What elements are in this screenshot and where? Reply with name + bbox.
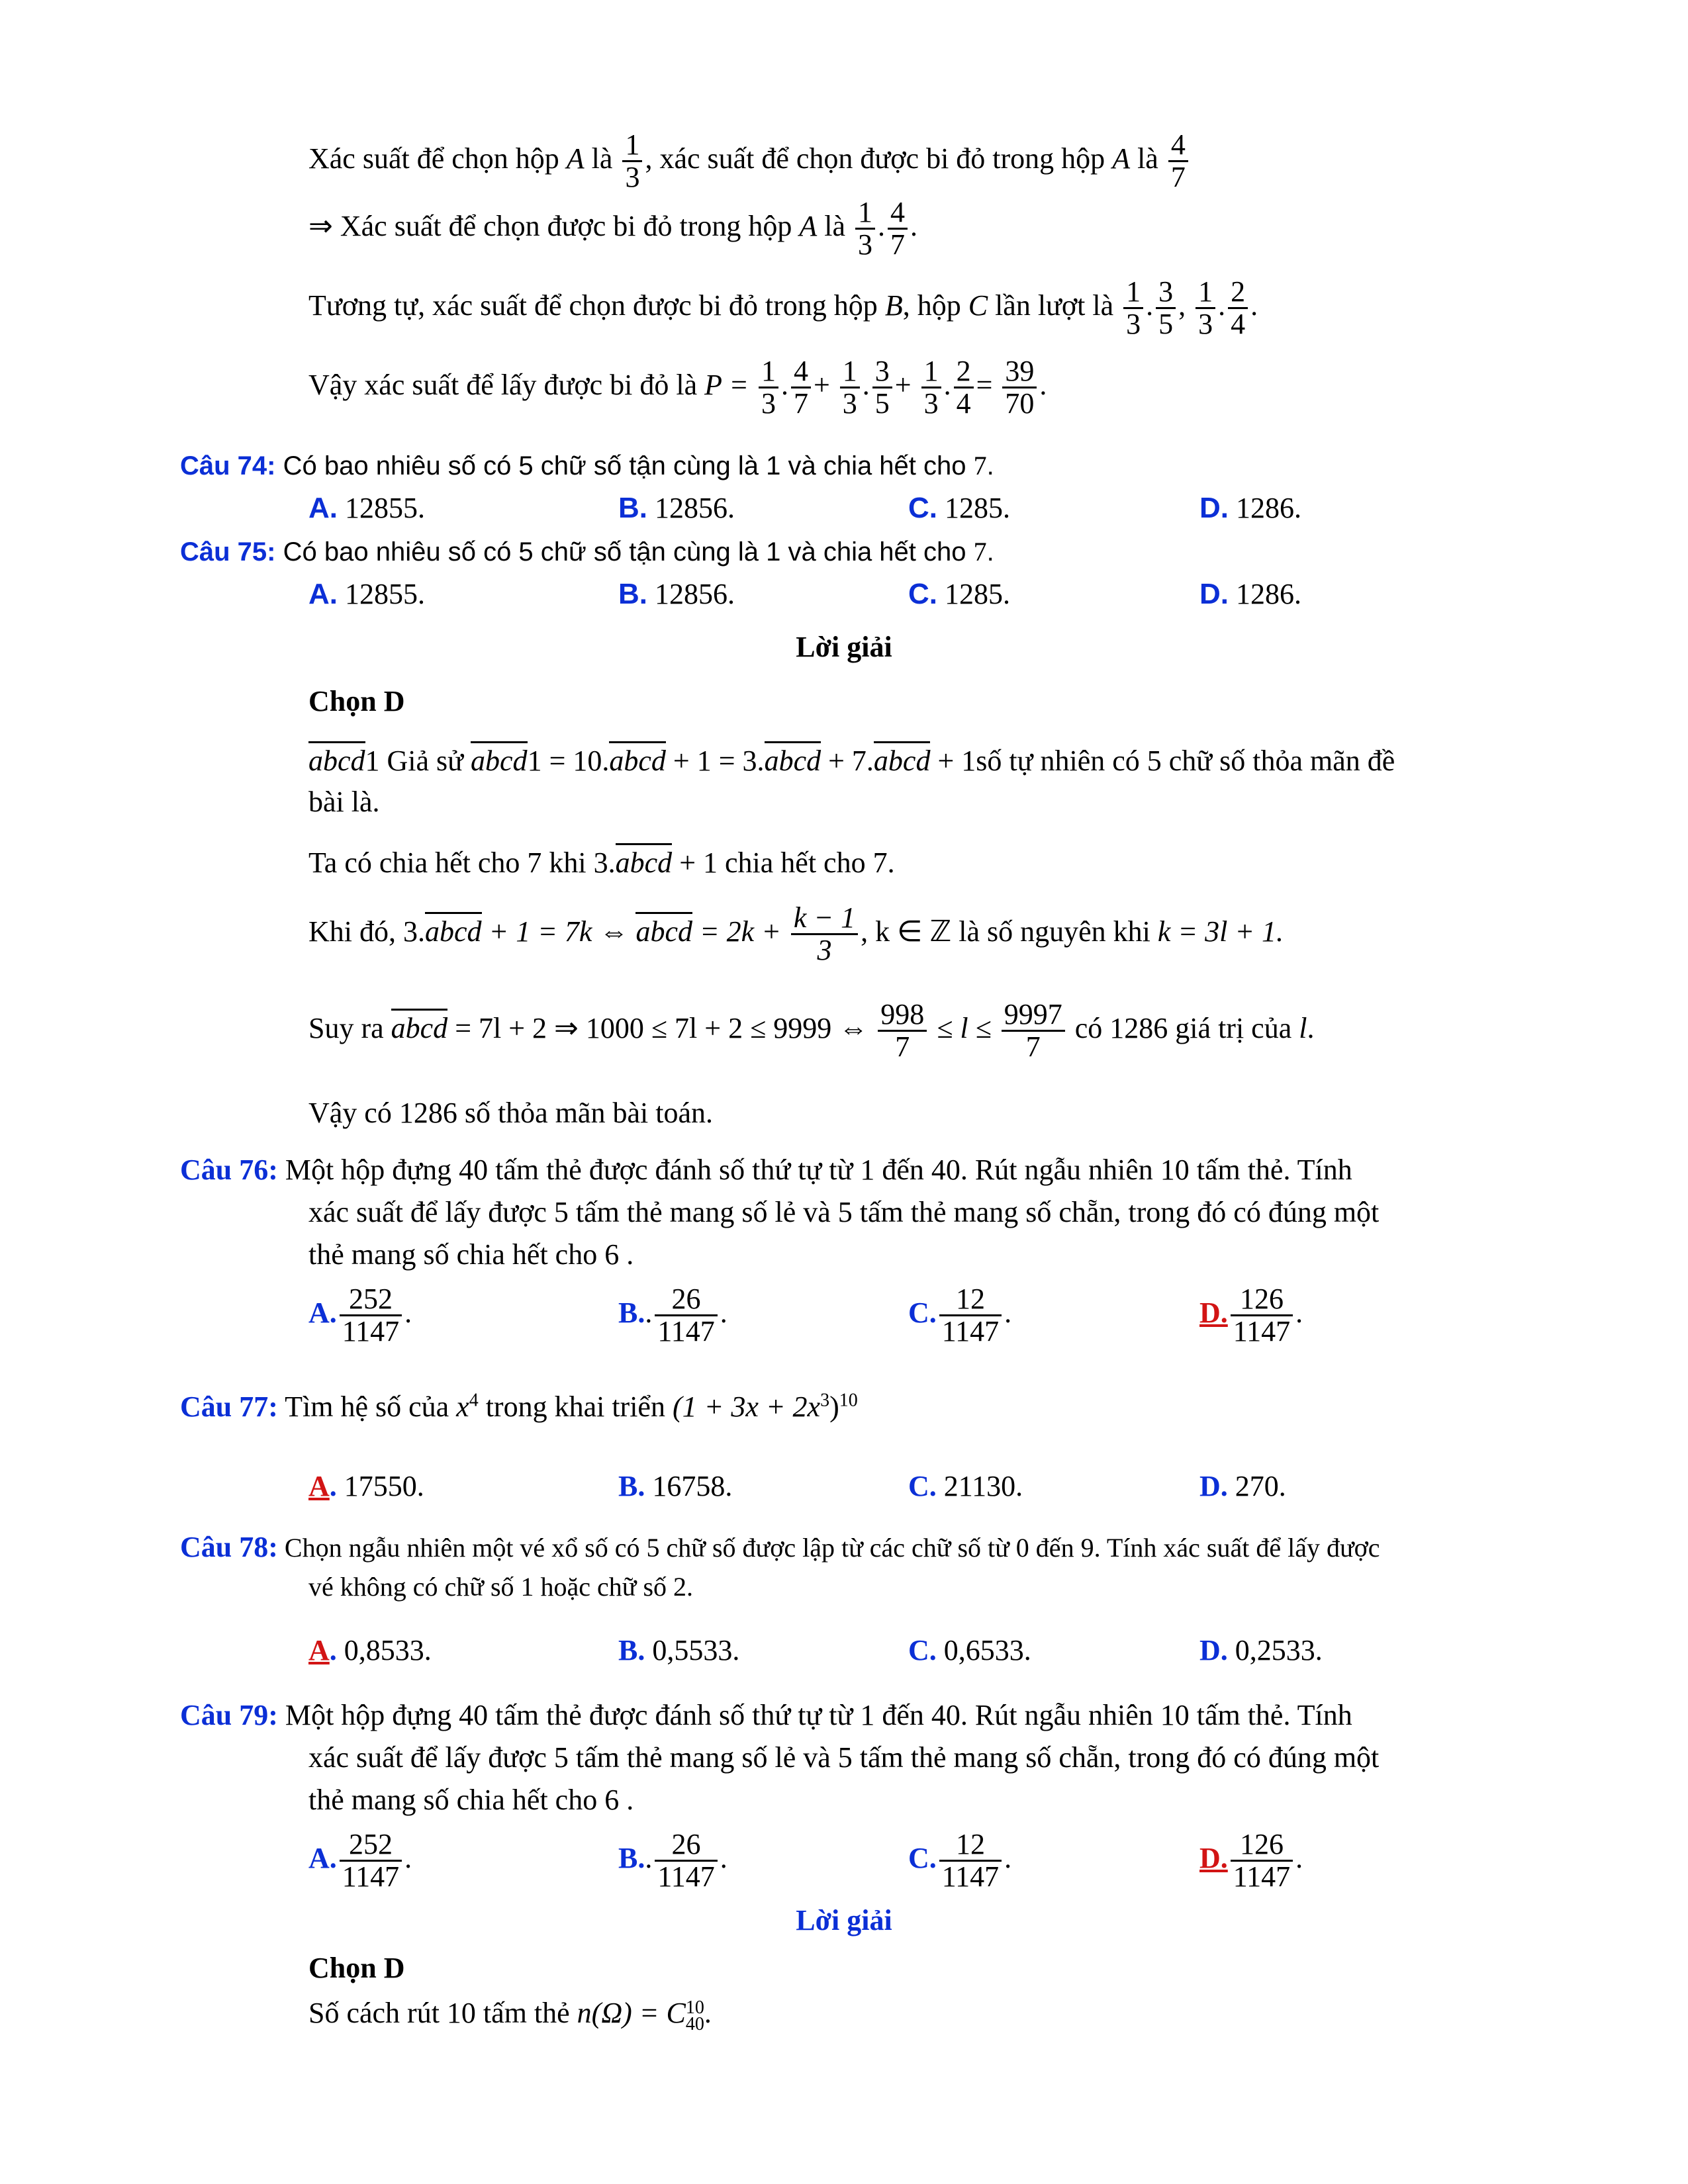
question-78: Câu 78: Chọn ngẫu nhiên một vé xổ số có 5 chữ số được lập từ các chữ số từ 0 đến 9. Tính xác suất để lấy được [180,1531,1380,1563]
intro-line-3: Tương tự, xác suất để chọn được bi đỏ trong hộp B, hộp C lần lượt là $\frac{1}{3}$ . $\frac{3}{5}$ , $\frac{1}{3}$ . $\frac{2}{4}$ . [308,275,1258,341]
question-78-line-2: vé không có chữ số 1 hoặc chữ số 2. [308,1572,694,1602]
question-77: Câu 77: Tìm hệ số của $x^4$ trong khai triển $(1 + 3x + 2x^3)^{10}$ [180,1390,858,1423]
choice-79: Chọn D [308,1952,405,1984]
sol75-line-2: bài là. [308,786,380,818]
question-76: Câu 76: Một hộp đựng 40 tấm thẻ được đánh số thứ tự từ 1 đến 40. Rút ngẫu nhiên 10 tấm thẻ. Tính [180,1154,1352,1186]
sol75-line-3: Ta có chia hết cho 7 khi 3.abcd + 1 chia hết cho 7. [308,846,895,880]
question-79-line-3: thẻ mang số chia hết cho 6 . [308,1784,634,1816]
question-76-line-3: thẻ mang số chia hết cho 6 . [308,1238,634,1271]
intro-line-2: ⇒ Xác suất để chọn được bi đỏ trong hộp A là $\frac{1}{3}$ . $\frac{4}{7}$ . [308,196,918,261]
sol75-line-1: abcd1 Giả sử abcd1 = 10.abcd + 1 = 3.abcd + 7.abcd + 1số tự nhiên có 5 chữ số thỏa mãn đề [308,744,1395,778]
question-79-line-2: xác suất để lấy được 5 tấm thẻ mang số lẻ và 5 tấm thẻ mang số chẵn, trong đó có đúng một [308,1741,1380,1774]
sol79-line-1: Số cách rút 10 tấm thẻ n(Ω) = C 10 40 . [308,1997,712,2034]
sol75-line-6: Vậy có 1286 số thỏa mãn bài toán. [308,1097,713,1129]
fraction-4-7: $\frac{4}{7}$ [1168,130,1188,193]
intro-line-1: Xác suất để chọn hộp A là $\frac{1}{3}$ , xác suất để chọn được bi đỏ trong hộp A là $\frac{4}{7}$ [308,130,1191,193]
fraction-1-3: $\frac{1}{3}$ [622,130,642,193]
intro-line-4: Vậy xác suất để lấy được bi đỏ là P = $\frac{1}{3}$ . $\frac{4}{7}$ + $\frac{1}{3}$ . $\frac{3}{5}$ + $\frac{1}{3}$ . $\frac{2}{4}$ = $\frac{39}{70}$ . [308,355,1047,420]
sol75-line-4: Khi đó, 3.abcd + 1 = 7k ⇔ abcd = 2k + $\frac{k - 1}{3}$ , k ∈ ℤ là số nguyên khi k = 3l + 1. [308,901,1284,967]
question-74: Câu 74: Có bao nhiêu số có 5 chữ số tận cùng là 1 và chia hết cho 7. [180,451,994,480]
question-75: Câu 75: Có bao nhiêu số có 5 chữ số tận cùng là 1 và chia hết cho 7. [180,537,994,567]
sol75-line-5: Suy ra abcd = 7l + 2 ⇒ 1000 ≤ 7l + 2 ≤ 9999 ⇔ $\frac{998}{7}$ ≤ l ≤ $\frac{9997}{7}$ có 1286 giá trị của l. [308,998,1315,1064]
choice-75: Chọn D [308,685,405,717]
question-76-line-2: xác suất để lấy được 5 tấm thẻ mang số lẻ và 5 tấm thẻ mang số chẵn, trong đó có đúng một [308,1196,1380,1228]
solution-heading-79: Lời giải [796,1904,892,1936]
question-79: Câu 79: Một hộp đựng 40 tấm thẻ được đánh số thứ tự từ 1 đến 40. Rút ngẫu nhiên 10 tấm thẻ. Tính [180,1699,1352,1731]
solution-heading-75: Lời giải [796,631,892,663]
